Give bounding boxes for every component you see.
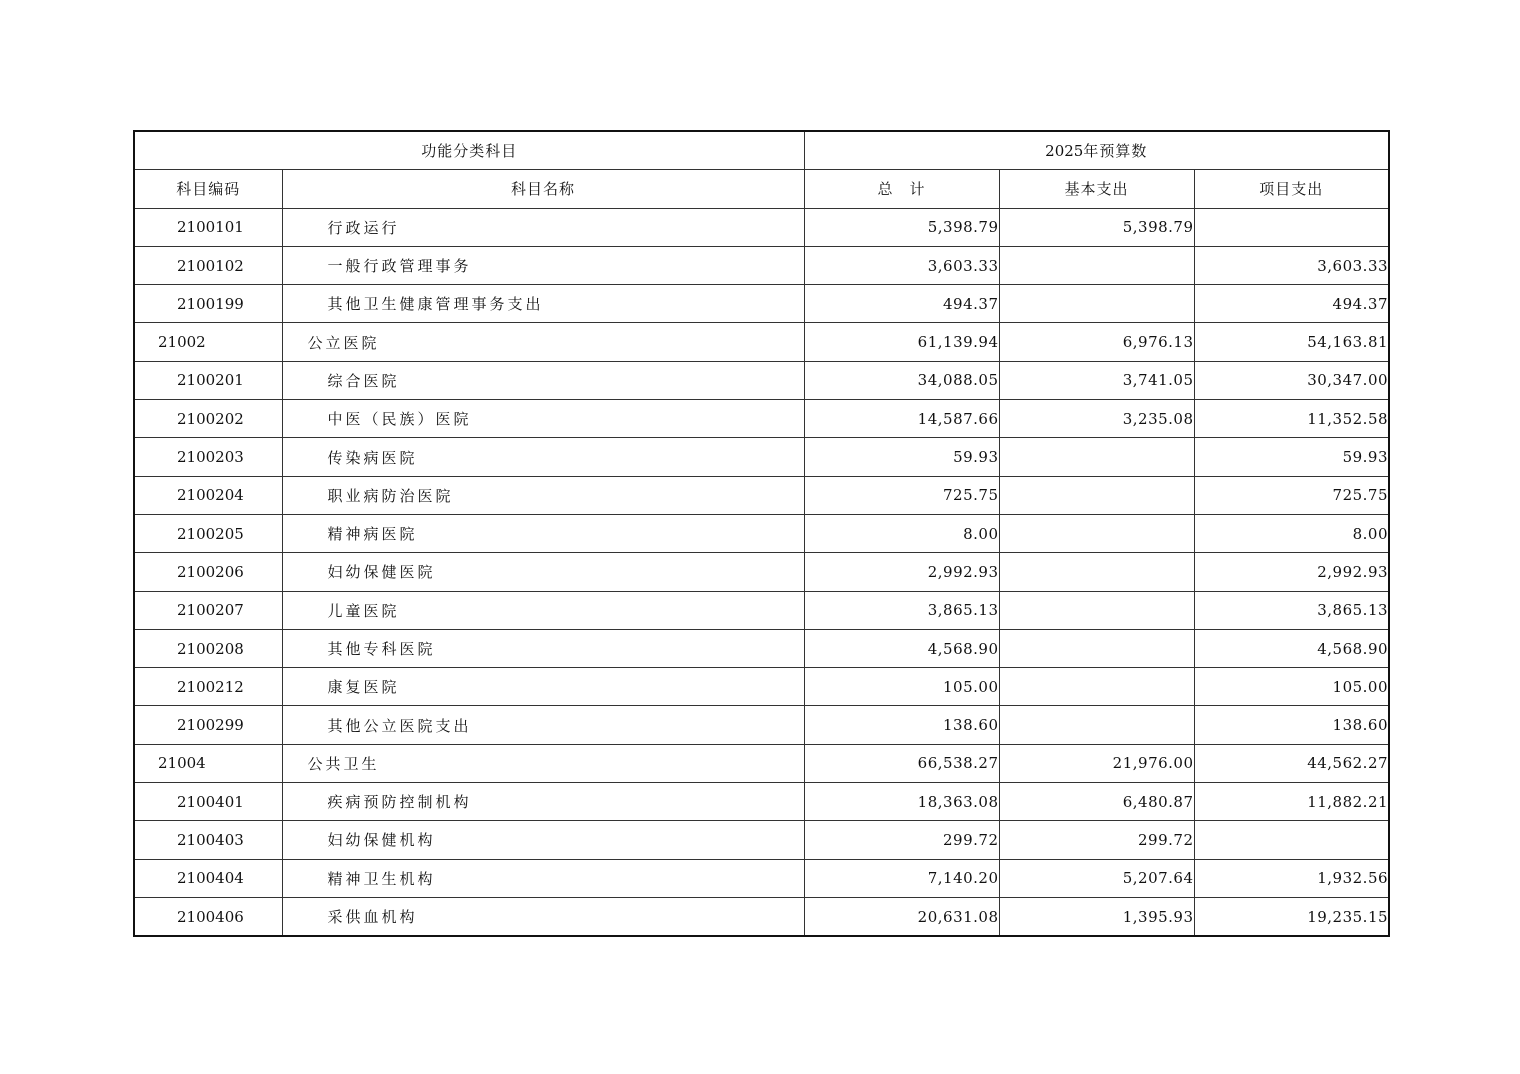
table-row <box>134 821 1389 859</box>
cell-basic <box>999 706 1194 744</box>
cell-name: 疾病预防控制机构 <box>282 783 804 821</box>
table-row <box>134 553 1389 591</box>
cell-total: 4,568.90 <box>804 629 999 667</box>
cell-name: 精神卫生机构 <box>282 859 804 897</box>
cell-name: 一般行政管理事务 <box>282 246 804 284</box>
cell-project: 2,992.93 <box>1194 553 1389 591</box>
cell-total: 494.37 <box>804 285 999 323</box>
table-row <box>134 897 1389 936</box>
cell-name: 传染病医院 <box>282 438 804 476</box>
cell-code: 2100101 <box>134 208 282 246</box>
cell-project <box>1194 208 1389 246</box>
cell-total: 14,587.66 <box>804 400 999 438</box>
cell-name: 中医（民族）医院 <box>282 400 804 438</box>
cell-total: 8.00 <box>804 514 999 552</box>
cell-basic: 299.72 <box>999 821 1194 859</box>
header-name: 科目名称 <box>282 170 804 208</box>
cell-project: 3,865.13 <box>1194 591 1389 629</box>
table-row <box>134 629 1389 667</box>
cell-project: 1,932.56 <box>1194 859 1389 897</box>
cell-total: 105.00 <box>804 668 999 706</box>
table-row <box>134 514 1389 552</box>
cell-code: 2100102 <box>134 246 282 284</box>
cell-project: 138.60 <box>1194 706 1389 744</box>
cell-total: 3,865.13 <box>804 591 999 629</box>
cell-name: 其他公立医院支出 <box>282 706 804 744</box>
cell-project: 4,568.90 <box>1194 629 1389 667</box>
cell-basic <box>999 514 1194 552</box>
cell-name: 采供血机构 <box>282 897 804 936</box>
cell-project: 11,882.21 <box>1194 783 1389 821</box>
cell-basic <box>999 438 1194 476</box>
table-row <box>134 744 1389 782</box>
cell-code: 2100212 <box>134 668 282 706</box>
cell-total: 138.60 <box>804 706 999 744</box>
table-row <box>134 285 1389 323</box>
cell-name: 其他专科医院 <box>282 629 804 667</box>
cell-code: 21002 <box>134 323 282 361</box>
cell-basic <box>999 629 1194 667</box>
cell-basic <box>999 668 1194 706</box>
cell-total: 34,088.05 <box>804 361 999 399</box>
cell-code: 2100206 <box>134 553 282 591</box>
table-row <box>134 591 1389 629</box>
cell-name: 其他卫生健康管理事务支出 <box>282 285 804 323</box>
cell-project: 30,347.00 <box>1194 361 1389 399</box>
cell-total: 2,992.93 <box>804 553 999 591</box>
cell-basic: 21,976.00 <box>999 744 1194 782</box>
cell-basic: 3,235.08 <box>999 400 1194 438</box>
cell-project: 11,352.58 <box>1194 400 1389 438</box>
cell-basic <box>999 591 1194 629</box>
cell-basic: 6,480.87 <box>999 783 1194 821</box>
header-basic: 基本支出 <box>999 170 1194 208</box>
cell-basic <box>999 553 1194 591</box>
cell-code: 2100406 <box>134 897 282 936</box>
cell-project: 8.00 <box>1194 514 1389 552</box>
table-row <box>134 246 1389 284</box>
table-row <box>134 438 1389 476</box>
cell-total: 59.93 <box>804 438 999 476</box>
table-row <box>134 400 1389 438</box>
cell-name: 公共卫生 <box>282 744 804 782</box>
cell-name: 公立医院 <box>282 323 804 361</box>
table-row <box>134 668 1389 706</box>
cell-project: 725.75 <box>1194 476 1389 514</box>
table-row <box>134 783 1389 821</box>
header-budget-label: 年预算数 <box>1083 142 1148 161</box>
cell-code: 2100401 <box>134 783 282 821</box>
cell-code: 2100208 <box>134 629 282 667</box>
table-row <box>134 323 1389 361</box>
cell-name: 儿童医院 <box>282 591 804 629</box>
header-code: 科目编码 <box>134 170 282 208</box>
cell-code: 2100207 <box>134 591 282 629</box>
budget-table <box>133 130 1390 937</box>
cell-code: 2100204 <box>134 476 282 514</box>
cell-total: 3,603.33 <box>804 246 999 284</box>
cell-name: 妇幼保健机构 <box>282 821 804 859</box>
header-project: 项目支出 <box>1194 170 1389 208</box>
header-row-columns <box>134 170 1389 208</box>
cell-total: 299.72 <box>804 821 999 859</box>
cell-code: 2100403 <box>134 821 282 859</box>
cell-code: 2100202 <box>134 400 282 438</box>
cell-total: 18,363.08 <box>804 783 999 821</box>
cell-code: 21004 <box>134 744 282 782</box>
cell-total: 66,538.27 <box>804 744 999 782</box>
cell-project: 54,163.81 <box>1194 323 1389 361</box>
cell-project: 44,562.27 <box>1194 744 1389 782</box>
cell-basic: 3,741.05 <box>999 361 1194 399</box>
cell-code: 2100199 <box>134 285 282 323</box>
cell-code: 2100299 <box>134 706 282 744</box>
cell-code: 2100203 <box>134 438 282 476</box>
table-row <box>134 859 1389 897</box>
cell-project: 105.00 <box>1194 668 1389 706</box>
cell-code: 2100404 <box>134 859 282 897</box>
table-body <box>134 208 1389 936</box>
table-row <box>134 361 1389 399</box>
cell-basic: 5,398.79 <box>999 208 1194 246</box>
cell-code: 2100205 <box>134 514 282 552</box>
header-functional-classification: 功能分类科目 <box>134 131 804 170</box>
cell-basic <box>999 285 1194 323</box>
table-row <box>134 706 1389 744</box>
header-total: 总 计 <box>804 170 999 208</box>
cell-basic: 6,976.13 <box>999 323 1194 361</box>
table-row <box>134 208 1389 246</box>
cell-total: 61,139.94 <box>804 323 999 361</box>
header-budget-year <box>804 131 1389 170</box>
cell-name: 康复医院 <box>282 668 804 706</box>
cell-basic: 1,395.93 <box>999 897 1194 936</box>
cell-basic <box>999 246 1194 284</box>
cell-name: 精神病医院 <box>282 514 804 552</box>
table-row <box>134 476 1389 514</box>
cell-project: 19,235.15 <box>1194 897 1389 936</box>
cell-name: 综合医院 <box>282 361 804 399</box>
cell-project <box>1194 821 1389 859</box>
cell-project: 59.93 <box>1194 438 1389 476</box>
cell-name: 妇幼保健医院 <box>282 553 804 591</box>
cell-name: 职业病防治医院 <box>282 476 804 514</box>
cell-project: 3,603.33 <box>1194 246 1389 284</box>
cell-total: 7,140.20 <box>804 859 999 897</box>
cell-total: 20,631.08 <box>804 897 999 936</box>
cell-total: 5,398.79 <box>804 208 999 246</box>
cell-project: 494.37 <box>1194 285 1389 323</box>
header-year: 2025 <box>1045 142 1084 161</box>
header-row-group <box>134 131 1389 170</box>
cell-code: 2100201 <box>134 361 282 399</box>
cell-name: 行政运行 <box>282 208 804 246</box>
cell-total: 725.75 <box>804 476 999 514</box>
cell-basic <box>999 476 1194 514</box>
cell-basic: 5,207.64 <box>999 859 1194 897</box>
